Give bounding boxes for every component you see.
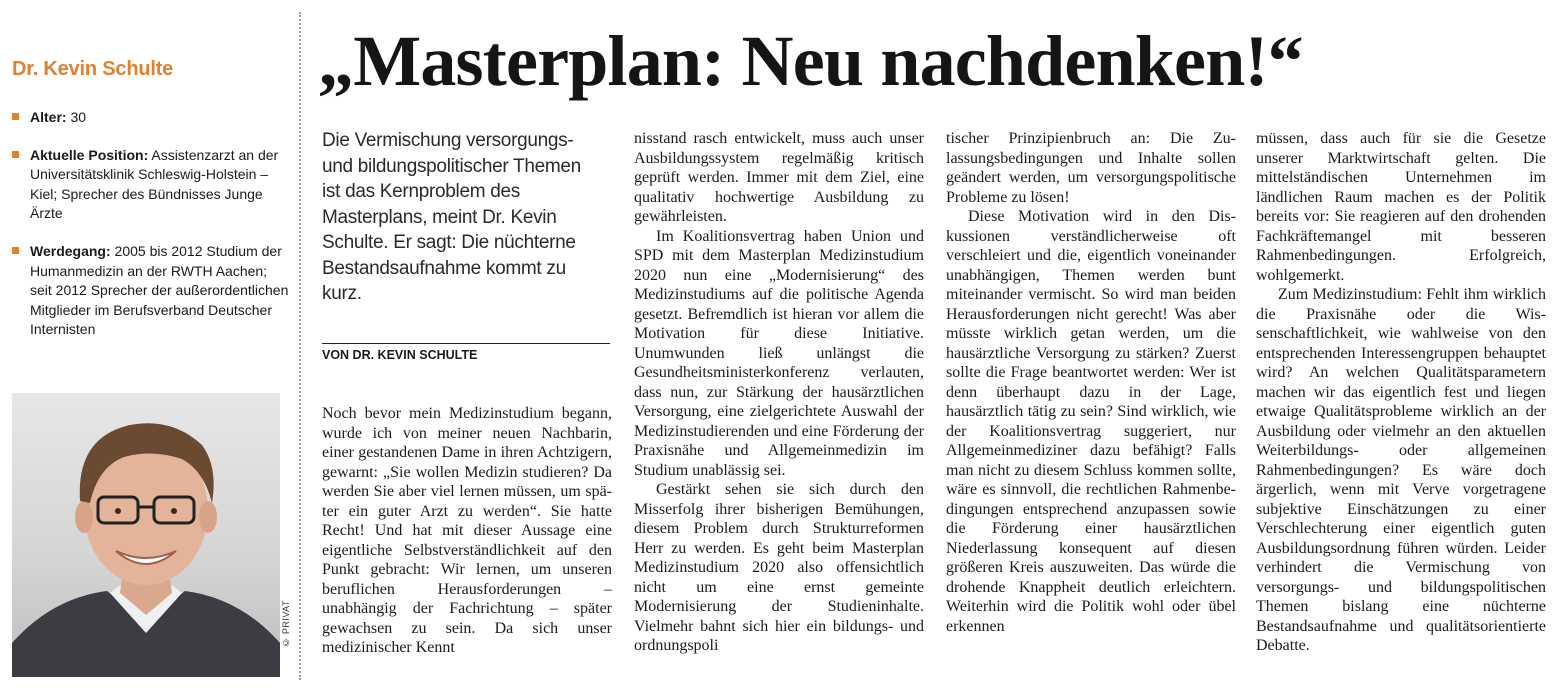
byline-rule <box>322 343 610 344</box>
fact-label: Werdegang: <box>30 242 111 259</box>
fact-position <box>12 146 290 224</box>
paragraph: Im Koalitionsvertrag haben Union und SPD mit dem Masterplan Medizinstudium 2020 nun eine „Modernisierung“ des Medizinstudiums auf die politische Agenda gesetzt. Befremdlich ist hieran vor allem die Motivation für diese Initiative. Unumwunden ließ unlängst die Gesundheitsministerkonferenz verlauten, dass nun, zur Stärkung der hausärztlichen Versorgung, eine zielgerichtete Auswahl der Medizinstudierenden und eine Förderung der Praxisnähe und Allgemeinmedizin im Studium unablässig sei. <box>634 227 924 479</box>
square-bullet-icon <box>12 113 19 120</box>
author-name: Dr. Kevin Schulte <box>12 58 174 80</box>
paragraph: Zum Medizinstudium: Fehlt ihm wirklich die Praxisnähe oder die Wissenschaftlichkeit, wie wahlweise von den entsprechenden Interessengruppen behauptet wird? An welchen Qualitätsparametern machen wir das eigentlich fest und liegen etwaige Qualitätsprobleme wirklich an der Ausbildung oder vielmehr an den aktuellen Weiterbildungs- oder allgemeinen Rahmenbedingungen? Es wäre doch ärgerlich, wenn mit Verve vorgetragene subjektive Einschätzungen zu einer Verschlechterung einer eigentlich guten Ausbildungsordnung führen würden. Leider verhindert die Vermischung von versorgungs- und bildungspolitischen Themen bislang eine nüchterne Bestandsaufnahme und qualitätsorientierte Debatte. <box>1256 286 1546 654</box>
portrait-photo <box>12 393 280 677</box>
portrait-illustration <box>12 393 280 677</box>
text-column-3 <box>946 129 1236 636</box>
fact-value: 30 <box>70 109 87 125</box>
article-byline: VON DR. KEVIN SCHULTE <box>322 348 478 362</box>
paragraph: Diese Motivation wird in den Diskussionen verständlicherweise oft verschleiert und die, eigentlich voneinander unabhängigen, Themen werden bunt miteinander vermischt. So wird man beiden Herausforderungen nicht gerecht! Was aber müsste wirklich getan werden, um die hausärztliche Versorgung zu stärken? Zuerst sollte die Frage beantwortet werden: Wer ist denn überhaupt dazu in der Lage, hausärztlich tätig zu sein? Sind wirklich, wie der Koalitionsvertrag suggeriert, nur Allgemeinmediziner dazu befähigt? Falls man nicht zu diesem Schluss kommen sollte, wäre es sinnvoll, die rechtlichen Rahmenbedingungen entsprechend anzupassen sowie die Förderung einer hausärztlichen Niederlassung konsequent auf diesen größeren Kreis auszuweiten. Das würde die drohende Knappheit deutlich erleichtern. Weiterhin wird die Politik wohl oder übel erkennen <box>946 208 1236 635</box>
paragraph: Noch bevor mein Medizinstudium begann, wurde ich von meiner neuen Nachbarin, einer gestandenen Dame in ihren Achtzigern, gewarnt: „Sie wollen Medizin studieren? Da werden Sie aber viel lernen müssen, um später ein guter Arzt zu werden“. Sie hatte Recht! Und hat mit dieser Aussage eine eigentliche Selbstverständlichkeit auf den Punkt gebracht: Wir lernen, um unseren beruflichen Herausforderungen – unabhängig der Fachrichtung – später gewachsen zu sein. Da sich unser medizinischer Kennt <box>322 405 612 656</box>
paragraph: müssen, dass auch für sie die Gesetze unserer Marktwirtschaft gelten. Die mittelständischen Unternehmen im ländlichen Raum machen es der Politik bereits vor: Sie reagieren auf den drohenden Fachkräftemangel mit besseren Rahmenbedingungen. Erfolgreich, wohlgemerkt. <box>1256 130 1546 284</box>
paragraph: Gestärkt sehen sie sich durch den Misserfolg ihrer bisherigen Bemühungen, diesem Problem durch Strukturreformen Herr zu werden. Es geht beim Masterplan Medizinstudium 2020 also offensichtlich nicht um eine ernst gemeinte Modernisierung der Studieninhalte. Vielmehr bahnt sich hier ein bildungs- und ordnungspoli <box>634 481 924 654</box>
author-facts <box>12 108 290 358</box>
article-teaser: Die Vermischung versorgungs- und bildungspolitischer Themen ist das Kernproblem des Masterplans, meint Dr. Kevin Schulte. Er sagt: Die nüchterne Bestandsaufnahme kommt zu kurz. <box>322 130 581 304</box>
fact-value: 2005 bis 2012 Studium der Humanmedizin an der RWTH Aachen; seit 2012 Sprecher der außerordentlichen Mitglieder im Berufsverband Deutscher Internisten <box>30 242 289 338</box>
author-sidebar <box>0 0 296 688</box>
fact-label: Alter: <box>30 109 67 125</box>
square-bullet-icon <box>12 247 19 254</box>
column-divider <box>299 12 301 680</box>
fact-age <box>12 108 290 128</box>
fact-label: Aktuelle Position: <box>30 146 149 163</box>
text-column-2 <box>634 129 924 656</box>
photo-credit: © PRIVAT <box>281 600 291 648</box>
paragraph: nisstand rasch entwickelt, muss auch unser Ausbildungssystem regelmäßig kritisch geprüft werden. Immer mit dem Ziel, eine qualitativ hochwertige Ausbildung zu gewährleisten. <box>634 130 924 225</box>
paragraph: tischer Prinzipienbruch an: Die Zulassungsbedingungen und Inhalte sollen geändert werden, um versorgungspolitische Probleme zu lösen! <box>946 130 1236 206</box>
fact-career <box>12 242 290 340</box>
fact-value: Assistenzarzt an der Universitätsklinik Schleswig-Holstein – Kiel; Sprecher des Bündnisses Junge Ärzte <box>30 146 279 222</box>
article-headline: „Masterplan: Neu nachdenken!“ <box>318 21 1303 101</box>
text-column-4 <box>1256 129 1546 656</box>
text-column-1 <box>322 404 612 658</box>
square-bullet-icon <box>12 151 19 158</box>
